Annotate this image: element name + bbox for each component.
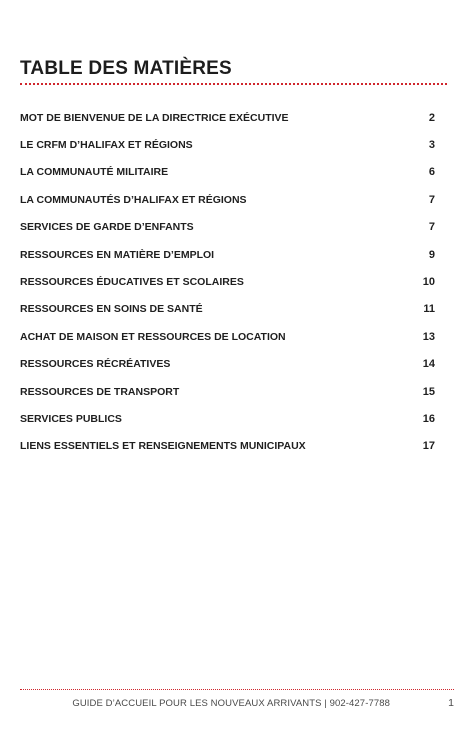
toc-entry-page: 7 — [428, 221, 435, 234]
toc-entry[interactable] — [20, 323, 435, 350]
toc-entry[interactable] — [20, 405, 435, 432]
toc-entry[interactable] — [20, 296, 435, 323]
toc-entry-title: SERVICES PUBLICS — [20, 412, 122, 425]
toc-entry-page: 9 — [428, 248, 435, 261]
toc-entry-page: 15 — [422, 385, 435, 398]
toc-entry[interactable] — [20, 268, 435, 295]
table-of-contents — [20, 104, 435, 460]
toc-entry-page: 2 — [428, 111, 435, 124]
toc-entry-title: LE CRFM D’HALIFAX ET RÉGIONS — [20, 139, 193, 152]
toc-entry-page: 13 — [422, 330, 435, 343]
toc-entry-title: RESSOURCES DE TRANSPORT — [20, 385, 180, 398]
toc-entry[interactable] — [20, 351, 435, 378]
toc-entry[interactable] — [20, 241, 435, 268]
toc-entry-title: RESSOURCES ÉDUCATIVES ET SCOLAIRES — [20, 276, 244, 289]
toc-entry[interactable] — [20, 186, 435, 213]
toc-entry-title: MOT DE BIENVENUE DE LA DIRECTRICE EXÉCUTIVE — [20, 111, 289, 124]
toc-entry-page: 16 — [422, 412, 435, 425]
toc-entry-title: SERVICES DE GARDE D’ENFANTS — [20, 221, 194, 234]
toc-entry-page: 17 — [422, 440, 435, 453]
toc-entry-title: LA COMMUNAUTÉS D’HALIFAX ET RÉGIONS — [20, 193, 247, 206]
toc-entry-page: 6 — [428, 166, 435, 179]
footer-dotted-divider — [20, 689, 454, 690]
toc-entry-title: RESSOURCES RÉCRÉATIVES — [20, 358, 171, 371]
toc-entry-title: LIENS ESSENTIELS ET RENSEIGNEMENTS MUNICIPAUX — [20, 440, 306, 453]
toc-entry-page: 10 — [422, 276, 435, 289]
toc-entry-page: 3 — [428, 139, 435, 152]
toc-entry[interactable] — [20, 131, 435, 158]
footer-text: GUIDE D’ACCUEIL POUR LES NOUVEAUX ARRIVANTS | 902-427-7788 — [72, 698, 390, 709]
toc-entry[interactable] — [20, 378, 435, 405]
toc-entry-title: RESSOURCES EN MATIÈRE D’EMPLOI — [20, 248, 215, 261]
page-title: TABLE DES MATIÈRES — [20, 58, 232, 79]
toc-entry-page: 11 — [423, 303, 435, 316]
toc-entry[interactable] — [20, 433, 435, 460]
footer-page-number: 1 — [448, 697, 454, 709]
toc-entry-title: LA COMMUNAUTÉ MILITAIRE — [20, 166, 169, 179]
toc-entry-title: ACHAT DE MAISON ET RESSOURCES DE LOCATION — [20, 330, 286, 343]
toc-entry-title: RESSOURCES EN SOINS DE SANTÉ — [20, 303, 203, 316]
toc-entry[interactable] — [20, 104, 435, 131]
toc-entry[interactable] — [20, 214, 435, 241]
title-dotted-divider — [20, 83, 447, 85]
toc-entry[interactable] — [20, 159, 435, 186]
toc-entry-page: 14 — [422, 358, 435, 371]
toc-entry-page: 7 — [428, 193, 435, 206]
